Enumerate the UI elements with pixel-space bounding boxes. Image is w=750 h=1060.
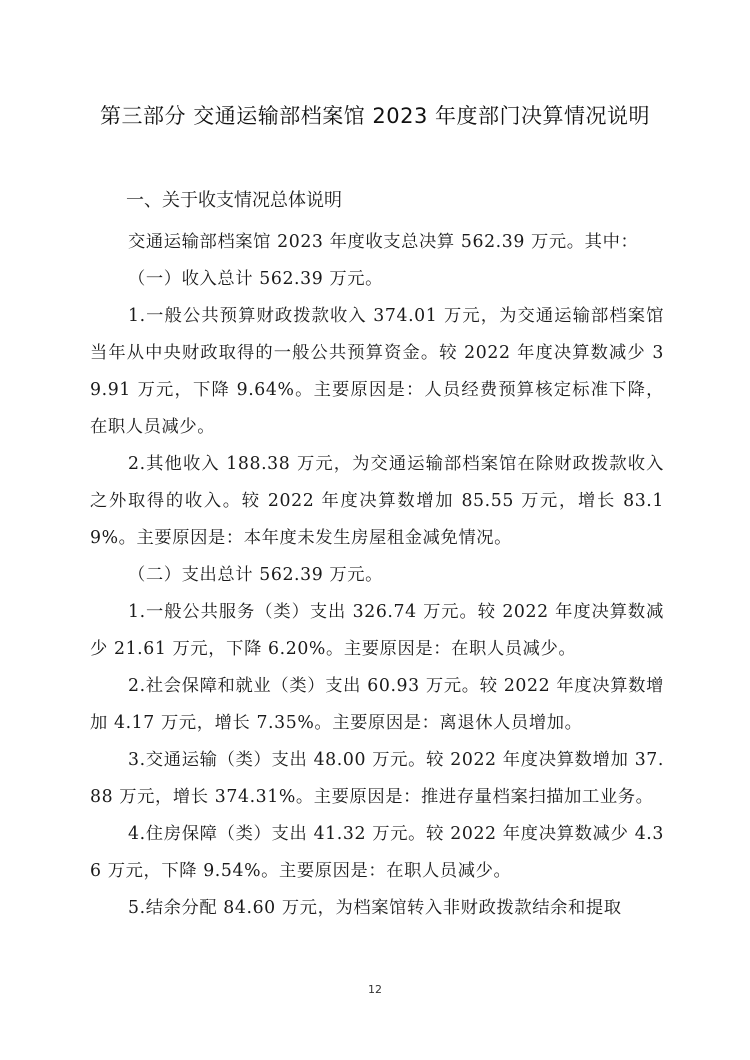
income-item: 1.一般公共预算财政拨款收入 374.01 万元，为交通运输部档案馆当年从中央财政取得的一般公共预算资金。较 2022 年度决算数减少 39.91 万元，下降 9.64%。主要原因是：人员经费预算核定标准下降，在职人员减少。 (90, 306, 664, 437)
expense-item: 4.住房保障（类）支出 41.32 万元。较 2022 年度决算数减少 4.36 万元，下降 9.54%。主要原因是：在职人员减少。 (90, 824, 664, 881)
expense-item: 3.交通运输（类）支出 48.00 万元。较 2022 年度决算数增加 37.88 万元，增长 374.31%。主要原因是：推进存量档案扫描加工业务。 (90, 750, 664, 807)
page-title: 第三部分 交通运输部档案馆 2023 年度部门决算情况说明 (100, 104, 650, 128)
income-item: 2.其他收入 188.38 万元，为交通运输部档案馆在除财政拨款收入之外取得的收入。较 2022 年度决算数增加 85.55 万元，增长 83.19%。主要原因是：本年度未发生房屋租金减免情况。 (90, 454, 664, 548)
income-heading: （一）收入总计 562.39 万元。 (128, 269, 384, 289)
document-body (90, 187, 664, 927)
expense-heading: （二）支出总计 562.39 万元。 (128, 565, 384, 585)
section-heading: 一、关于收支情况总体说明 (126, 190, 342, 211)
expense-item: 2.社会保障和就业（类）支出 60.93 万元。较 2022 年度决算数增加 4.17 万元，增长 7.35%。主要原因是：离退休人员增加。 (90, 676, 664, 733)
expense-item: 1.一般公共服务（类）支出 326.74 万元。较 2022 年度决算数减少 21.61 万元，下降 6.20%。主要原因是：在职人员减少。 (90, 602, 664, 659)
page-number: 12 (368, 983, 382, 996)
expense-item: 5.结余分配 84.60 万元，为档案馆转入非财政拨款结余和提取 (128, 898, 622, 918)
intro-paragraph: 交通运输部档案馆 2023 年度收支总决算 562.39 万元。其中： (128, 232, 639, 252)
